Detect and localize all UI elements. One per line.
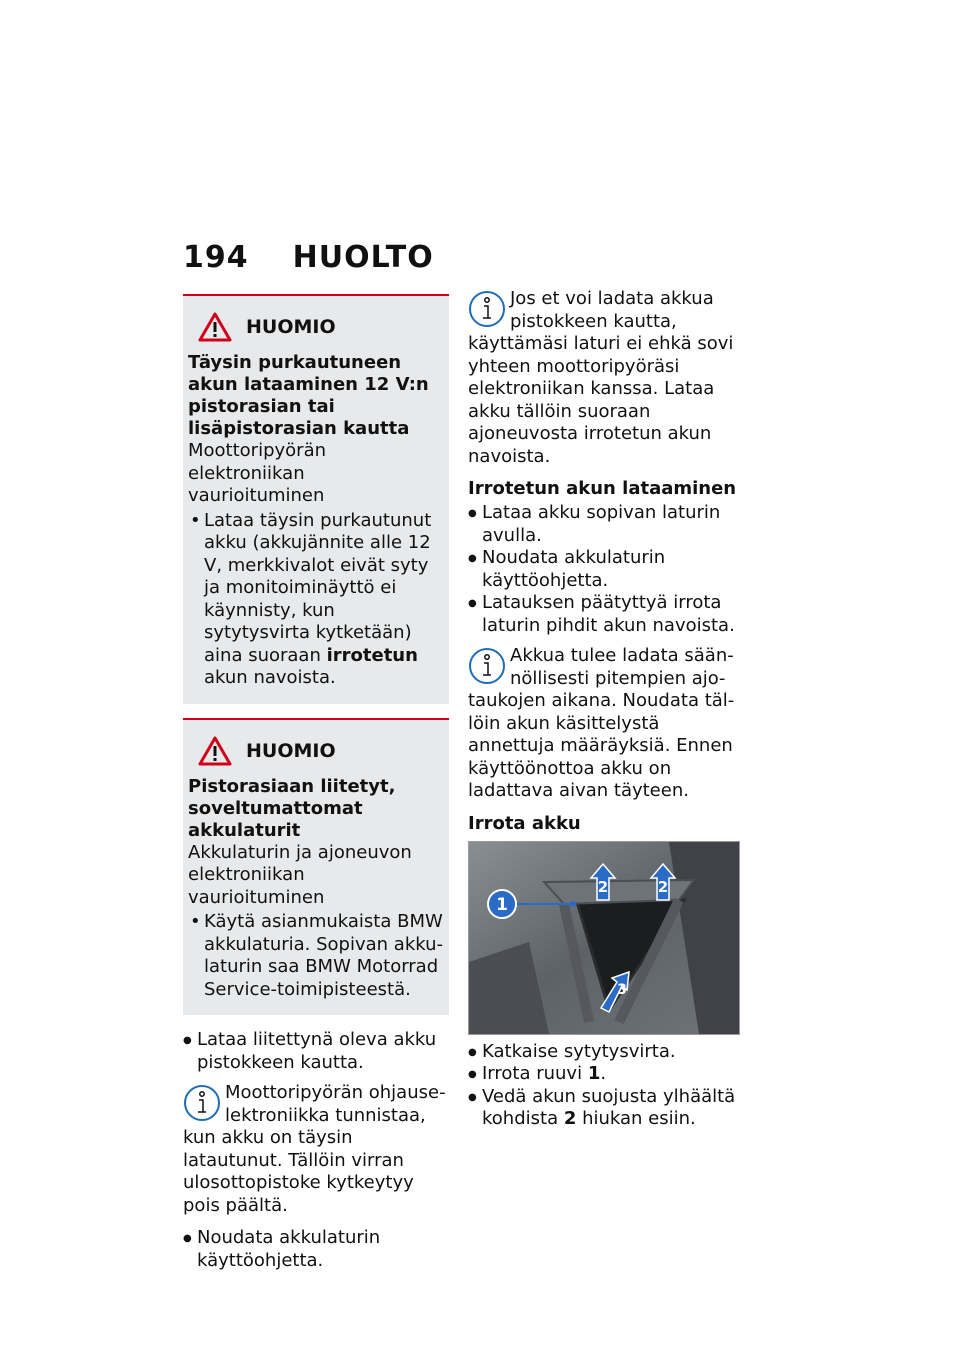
info-text: Moottoripyörän ohjauselektroniikka tunnistaa, kun akku on täysin latautunut. Tällöin virran ulosottopistoke kytkeytyy pois päältä.	[183, 1082, 446, 1216]
left-column	[183, 294, 449, 1272]
warning-triangle-icon	[198, 736, 232, 766]
callout-2b-label: 2	[657, 877, 669, 896]
page-header	[183, 240, 434, 275]
step-text-end: hiukan esiin.	[576, 1108, 696, 1129]
photo-frame-tube	[544, 877, 694, 904]
step-item: ● Lataa akku sopivan laturin avulla.	[468, 502, 738, 547]
warning-bullet	[188, 510, 444, 690]
step-item: ● Lataa liitettynä oleva akku pistokkeen kautta.	[183, 1029, 449, 1074]
info-note	[468, 288, 738, 468]
page-number: 194	[183, 240, 249, 275]
screw-marker	[570, 901, 576, 907]
warning-bullets	[188, 911, 444, 1001]
info-note	[183, 1082, 449, 1217]
warning-triangle-icon	[198, 312, 232, 342]
warning-box-1	[183, 294, 449, 704]
info-note	[468, 645, 738, 803]
info-text: Jos et voi ladata akkua pistokkeen kautta, käyttämäsi laturi ei ehkä sovi yhteen moottoripyöräsi elektroniikan kanssa. Lataa akku tällöin suoraan ajoneuvosta irrotetun akun navoista.	[468, 288, 734, 467]
step-ref: 2	[563, 1108, 577, 1129]
info-icon	[466, 288, 508, 330]
step-list	[468, 502, 738, 637]
section-title: HUOLTO	[292, 240, 434, 275]
info-text: Akkua tulee ladata säännöllisesti pitempien ajotaukojen aikana. Noudata tällöin akun käsittelystä annettuja määräyksiä. Ennen käyttöönottoa akku on ladattava aivan täyteen.	[468, 645, 735, 801]
step-list	[468, 1041, 738, 1131]
step-item	[468, 1063, 738, 1086]
warning-label: HUOMIO	[246, 739, 336, 762]
step-text-end: .	[600, 1063, 607, 1084]
warning-heading: Täysin purkautuneen akun lataaminen 12 V:n pistorasian tai lisäpistorasian kautta	[188, 352, 429, 439]
bullet-bold: irrotetun	[326, 644, 418, 666]
callout-2a-label: 2	[597, 877, 609, 896]
step-ref: 1	[587, 1063, 601, 1084]
info-icon	[466, 645, 508, 687]
info-icon	[181, 1082, 223, 1124]
warning-text: Akkulaturin ja ajoneuvon elektroniikan vaurioituminen	[188, 841, 412, 908]
callout-1-label: 1	[496, 894, 508, 915]
step-item: ● Katkaise sytytysvirta.	[468, 1041, 738, 1064]
warning-header	[198, 312, 444, 342]
step-list	[183, 1029, 449, 1074]
warning-header	[198, 736, 444, 766]
warning-heading: Pistorasiaan liitetyt, soveltumattomat akkulaturit	[188, 775, 396, 841]
warning-label: HUOMIO	[246, 316, 336, 338]
step-list	[183, 1227, 449, 1272]
step-text: Vedä akun suojusta ylhäältä kohdista	[482, 1085, 736, 1129]
bullet-text-end: akun navoista.	[204, 667, 336, 688]
step-item	[468, 1086, 738, 1131]
warning-box-2	[183, 718, 449, 1016]
section-heading: Irrota akku	[468, 812, 581, 834]
warning-bullets	[188, 510, 444, 690]
step-text: Irrota ruuvi	[482, 1063, 588, 1084]
warning-text: Moottoripyörän elektroniikan vaurioituminen	[188, 440, 327, 506]
step-item: ● Noudata akkulaturin käyttöohjetta.	[183, 1227, 449, 1272]
step-item: ● Noudata akkulaturin käyttöohjetta.	[468, 547, 738, 592]
bullet-text: Lataa täysin purkautunut akku (akkujännite alle 12 V, merkkivalot eivät syty ja monitoiminäyttö ei käynnisty, kun sytytysvirta kytketään) aina suoraan	[204, 509, 432, 666]
step-item: ● Latauksen päätyttyä irrota laturin pihdit akun navoista.	[468, 592, 738, 637]
section-heading: Irrotetun akun lataaminen	[468, 478, 737, 499]
battery-cover-photo	[468, 841, 740, 1035]
warning-bullet: • Käytä asianmukaista BMW akkulaturia. Sopivan akkulaturin saa BMW Motorrad Service-toimipisteestä.	[188, 911, 444, 1001]
right-column	[468, 288, 738, 1131]
callout-3-label: 3	[617, 981, 627, 998]
